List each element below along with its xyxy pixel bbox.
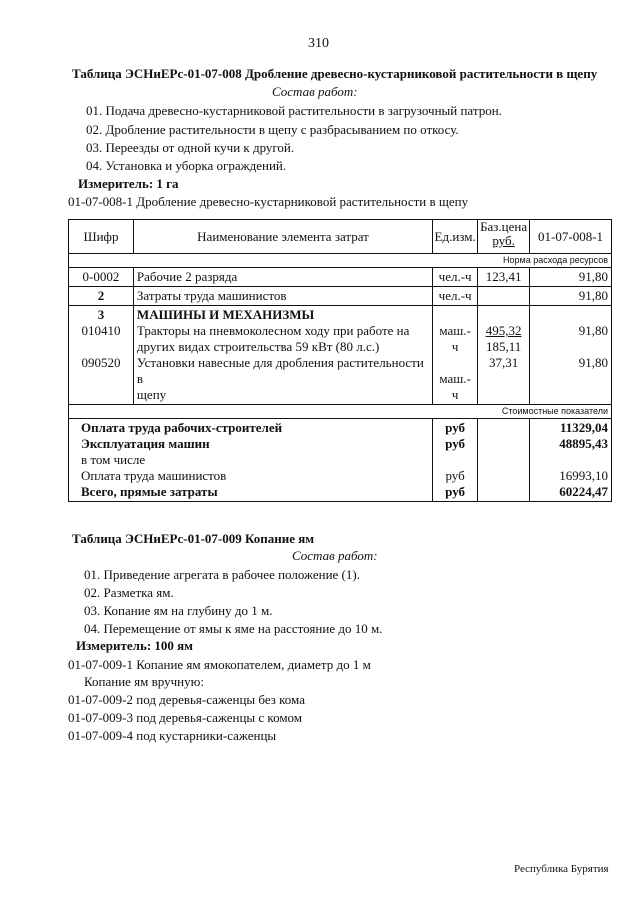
- work-item: 02. Разметка ям.: [84, 585, 174, 600]
- item-line: 01-07-009-3 под деревья-саженцы с комом: [68, 710, 303, 725]
- table-1-title: Таблица ЭСНиЕРс-01-07-008 Дробление древесно-кустарниковой растительности в щепу: [72, 66, 598, 81]
- row-value: 91,80: [530, 287, 612, 306]
- header-column-code: 01-07-008-1: [530, 220, 612, 254]
- machines-units: маш.-ч маш.-ч: [433, 306, 478, 405]
- machines-prices: 495,32 185,11 37,31: [478, 306, 530, 405]
- meter: Измеритель: 1 га: [78, 176, 179, 191]
- row-name: Затраты труда машинистов: [133, 287, 432, 306]
- work-item: 02. Дробление растительности в щепу с разбрасыванием по откосу.: [86, 122, 459, 137]
- item-line: 01-07-009-1 Копание ям ямокопателем, диаметр до 1 м: [68, 657, 371, 672]
- row-price: 123,41: [478, 268, 530, 287]
- work-item: 01. Приведение агрегата в рабочее положение (1).: [84, 567, 360, 582]
- row-value: 91,80: [530, 268, 612, 287]
- row-unit: чел.-ч: [433, 287, 478, 306]
- work-item: 04. Установка и уборка ограждений.: [86, 158, 287, 173]
- item-line: 01-07-009-4 под кустарники-саженцы: [68, 728, 277, 743]
- cost-units: руб руб руб руб: [433, 419, 478, 502]
- cost-table: [68, 219, 612, 502]
- footer: Республика Бурятия: [514, 863, 609, 875]
- machines-values: 91,80 91,80: [530, 306, 612, 405]
- cost-names: Оплата труда рабочих-строителей Эксплуатация машин в том числе Оплата труда машинистов Всего, прямые затраты: [69, 419, 433, 502]
- header-name: Наименование элемента затрат: [133, 220, 432, 254]
- header-price: Баз.цена руб.: [478, 220, 530, 254]
- item-line: 01-07-008-1 Дробление древесно-кустарниковой растительности в щепу: [68, 194, 469, 209]
- meter: Измеритель: 100 ям: [76, 638, 194, 653]
- table-row: [69, 287, 612, 306]
- work-item: 01. Подача древесно-кустарниковой растительности в загрузочный патрон.: [86, 103, 502, 118]
- cost-label: Стоимостные показатели: [69, 405, 612, 419]
- cost-prices: [478, 419, 530, 502]
- item-line: Копание ям вручную:: [84, 674, 204, 689]
- works-heading: Состав работ:: [292, 548, 378, 563]
- machines-block: [69, 306, 612, 405]
- page-number: 310: [308, 36, 329, 51]
- works-heading: Состав работ:: [272, 84, 358, 99]
- work-item: 03. Переезды от одной кучи к другой.: [86, 140, 295, 155]
- row-code: 0-0002: [69, 268, 134, 287]
- row-name: Рабочие 2 разряда: [133, 268, 432, 287]
- norm-label: Норма расхода ресурсов: [69, 254, 612, 268]
- table-2-title: Таблица ЭСНиЕРс-01-07-009 Копание ям: [72, 531, 315, 546]
- row-unit: чел.-ч: [433, 268, 478, 287]
- machines-codes: 3 010410 090520: [69, 306, 134, 405]
- machines-names: МАШИНЫ И МЕХАНИЗМЫ Тракторы на пневмоколесном ходу при работе на других видах строительства 59 кВт (80 л.с.) Установки навесные для дробления растительности в щепу: [133, 306, 432, 405]
- work-item: 03. Копание ям на глубину до 1 м.: [84, 603, 273, 618]
- row-code: 2: [69, 287, 134, 306]
- cost-values: 11329,04 48895,43 16993,10 60224,47: [530, 419, 612, 502]
- work-item: 04. Перемещение от ямы к яме на расстояние до 10 м.: [84, 621, 383, 636]
- item-line: 01-07-009-2 под деревья-саженцы без кома: [68, 692, 305, 707]
- header-code: Шифр: [69, 220, 134, 254]
- table-row: [69, 268, 612, 287]
- header-unit: Ед.изм.: [433, 220, 478, 254]
- costs-block: [69, 419, 612, 502]
- row-price: [478, 287, 530, 306]
